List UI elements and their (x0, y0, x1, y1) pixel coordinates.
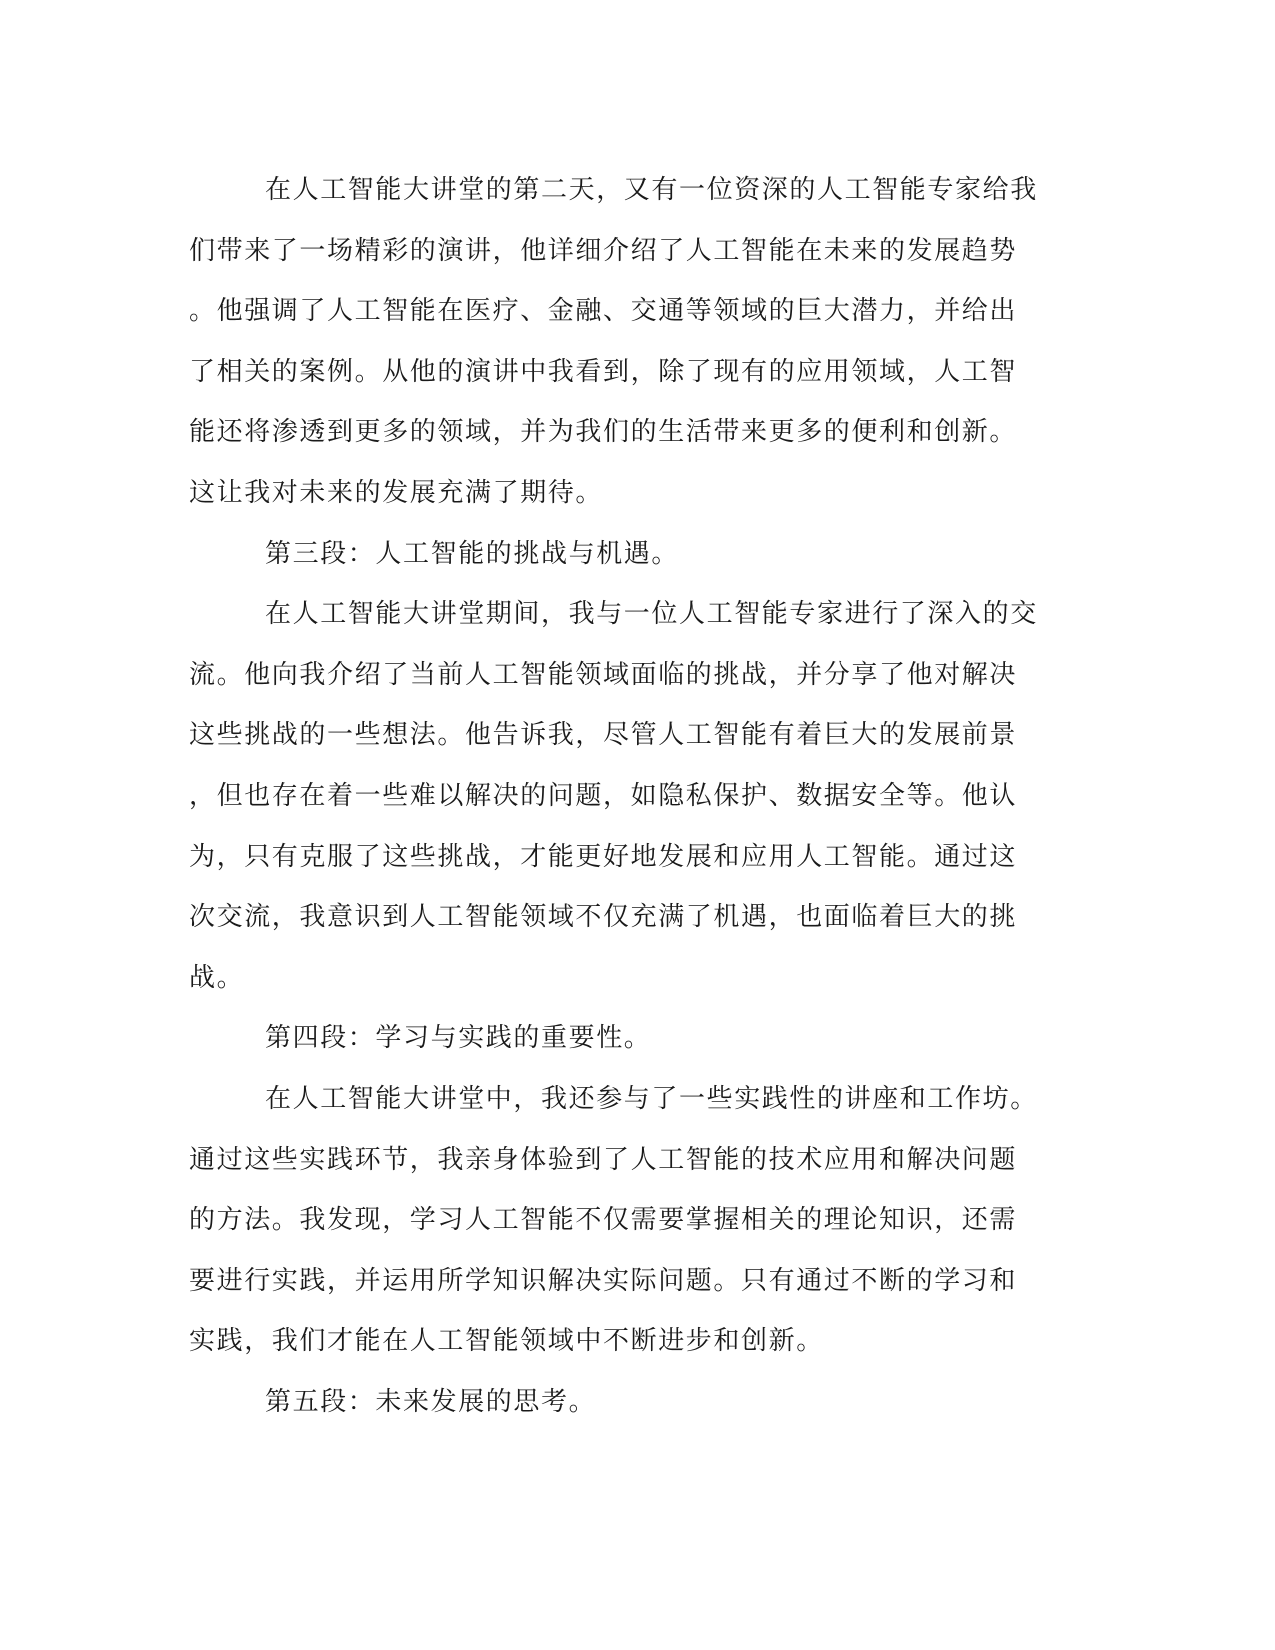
text-line: 的方法。我发现，学习人工智能不仅需要掌握相关的理论知识，还需 (189, 1205, 1018, 1236)
section-heading: 第五段：未来发展的思考。 (265, 1386, 597, 1417)
text-line: 为，只有克服了这些挑战，才能更好地发展和应用人工智能。通过这 (189, 841, 1018, 872)
text-line: 通过这些实践环节，我亲身体验到了人工智能的技术应用和解决问题 (189, 1144, 1018, 1175)
text-line: ，但也存在着一些难以解决的问题，如隐私保护、数据安全等。他认 (189, 780, 1018, 811)
text-line: 了相关的案例。从他的演讲中我看到，除了现有的应用领域，人工智 (189, 356, 1018, 387)
text-line: 流。他向我介绍了当前人工智能领域面临的挑战，并分享了他对解决 (189, 659, 1018, 690)
section-heading: 第三段：人工智能的挑战与机遇。 (265, 538, 680, 569)
text-line: 战。 (189, 962, 245, 993)
text-line: 在人工智能大讲堂中，我还参与了一些实践性的讲座和工作坊。 (265, 1083, 1038, 1114)
document-body (189, 160, 1069, 1432)
text-line: 能还将渗透到更多的领域，并为我们的生活带来更多的便利和创新。 (189, 417, 1018, 448)
text-line: 在人工智能大讲堂的第二天，又有一位资深的人工智能专家给我 (265, 175, 1038, 205)
text-line: 要进行实践，并运用所学知识解决实际问题。只有通过不断的学习和 (189, 1265, 1018, 1296)
section-heading: 第四段：学习与实践的重要性。 (265, 1023, 652, 1054)
text-line: 实践，我们才能在人工智能领域中不断进步和创新。 (189, 1326, 824, 1357)
text-line: 。他强调了人工智能在医疗、金融、交通等领域的巨大潜力，并给出 (189, 296, 1018, 327)
text-line: 次交流，我意识到人工智能领域不仅充满了机遇，也面临着巨大的挑 (189, 902, 1018, 933)
text-line: 这让我对未来的发展充满了期待。 (189, 477, 604, 508)
text-line: 们带来了一场精彩的演讲，他详细介绍了人工智能在未来的发展趋势 (189, 235, 1018, 266)
text-line: 这些挑战的一些想法。他告诉我，尽管人工智能有着巨大的发展前景 (189, 720, 1018, 751)
text-line: 在人工智能大讲堂期间，我与一位人工智能专家进行了深入的交 (265, 599, 1038, 630)
